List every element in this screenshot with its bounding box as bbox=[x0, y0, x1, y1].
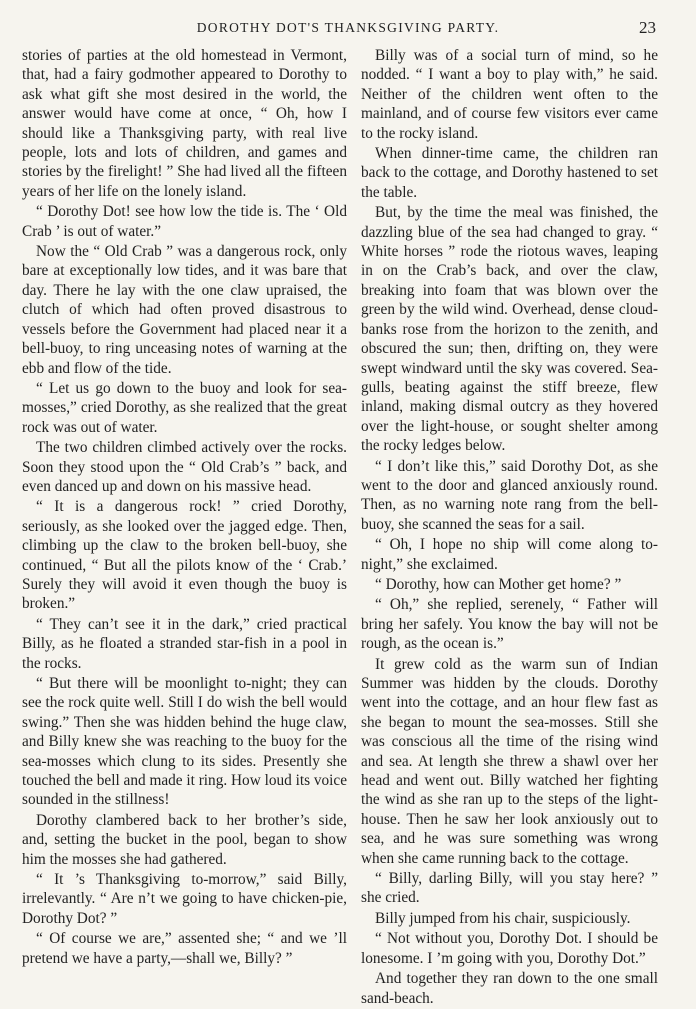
page-number: 23 bbox=[639, 18, 656, 37]
paragraph: “ Let us go down to the buoy and look for sea-mosses,” cried Dorothy, as she realized that the great rock was out of water. bbox=[22, 379, 347, 436]
paragraph: “ Dorothy, how can Mother get home? ” bbox=[375, 575, 622, 593]
paragraph: It grew cold as the warm sun of Indian Summer was hidden by the clouds. Dorothy went into the cottage, and an hour flew fast as she began to mount the sea-mosses. Still she was conscious all the time of the rising wind and sea. At length she threw a shawl over her head and went out. Billy watched her fighting the wind as she ran up to the steps of the light-house. Then he saw her look anxiously out to sea, and he was sure something was wrong when she came running back to the cottage. bbox=[361, 655, 658, 867]
paragraph: “ It is a dangerous rock! ” cried Dorothy, seriously, as she looked over the jagged edge. Then, climbing up the claw to the broken bell-buoy, she continued, “ But all the pilots know of the ‘ Crab.’ Surely they will avoid it even though the buoy is broken.” bbox=[22, 498, 347, 613]
paragraph: “ Billy, darling Billy, will you stay here? ” she cried. bbox=[361, 870, 658, 907]
paragraph: “ But there will be moonlight to-night; they can see the rock quite well. Still I do wish the bell would swing.” Then she was hidden behind the huge claw, and Billy knew she was reaching to the buoy for the sea-mosses which clung to its sides. Presently she touched the bell and made it ring. How loud its voice sounded in the stillness! bbox=[22, 675, 347, 809]
paragraph: When dinner-time came, the children ran back to the cottage, and Dorothy hastened to set the table. bbox=[361, 145, 658, 201]
paragraph: And together they ran down to the one small sand-beach. bbox=[361, 970, 658, 1007]
paragraph: Dorothy clambered back to her brother’s side, and, setting the bucket in the pool, began to show him the mosses she had gathered. bbox=[22, 811, 347, 868]
paragraph: “ Not without you, Dorothy Dot. I should be lonesome. I ’m going with you, Dorothy Dot.” bbox=[361, 930, 658, 967]
running-title: DOROTHY DOT'S THANKSGIVING PARTY. bbox=[196, 20, 500, 35]
paragraph: “ Oh,” she replied, serenely, “ Father will bring her safely. You know the bay will not be rough, as the ocean is.” bbox=[361, 596, 658, 653]
left-column bbox=[22, 46, 347, 969]
right-column bbox=[361, 46, 658, 1009]
paragraph: “ I don’t like this,” said Dorothy Dot, as she went to the door and glanced anxiously round. Then, as no warning note rang from the bell-buoy, she scanned the seas for a sail. bbox=[361, 457, 658, 533]
paragraph: Billy jumped from his chair, suspiciously. bbox=[375, 909, 631, 927]
paragraph: “ Oh, I hope no ship will come along to-night,” she exclaimed. bbox=[361, 536, 658, 573]
paragraph: “ Dorothy Dot! see how low the tide is. The ‘ Old Crab ’ is out of water.” bbox=[22, 203, 347, 240]
paragraph: “ It ’s Thanksgiving to-morrow,” said Billy, irrelevantly. “ Are n’t we going to have chicken-pie, Dorothy Dot? ” bbox=[22, 871, 347, 927]
paragraph: “ Of course we are,” assented she; “ and we ’ll pretend we have a party,—shall we, Billy? ” bbox=[22, 930, 347, 967]
running-head bbox=[0, 18, 696, 40]
paragraph: Now the “ Old Crab ” was a dangerous rock, only bare at exceptionally low tides, and it was bare that day. There he lay with the one claw upraised, the clutch of which had often proved disastrous to vessels before the Government had placed near it a bell-buoy, to ring unceasing notes of warning at the ebb and flow of the tide. bbox=[22, 243, 347, 377]
paragraph: “ They can’t see it in the dark,” cried practical Billy, as he floated a stranded star-fish in a pool in the rocks. bbox=[22, 615, 347, 672]
paragraph: But, by the time the meal was finished, the dazzling blue of the sea had changed to gray. “ White horses ” rode the riotous waves, leaping in on the Crab’s back, and over the claw, breaking into foam that was blown over the green by the wild wind. Overhead, dense cloud-banks rose from the horizon to the zenith, and obscured the sun; then, drifting on, they were swept windward until the sky was covered. Sea-gulls, beating against the stiff breeze, flew inland, making dismal outcry as they hovered over the light-house, or sought shelter among the rocky ledges below. bbox=[361, 204, 658, 455]
paragraph: The two children climbed actively over the rocks. Soon they stood upon the “ Old Crab’s ” back, and even danced up and down on his massive head. bbox=[22, 439, 347, 495]
paragraph: stories of parties at the old homestead in Vermont, that, had a fairy godmother appeared to Dorothy to ask what gift she most desired in the world, the answer would have come at once, “ Oh, how I should like a Thanksgiving party, with real live people, lots and lots of children, and games and stories by the firelight! ” She had lived all the fifteen years of her life on the lonely island. bbox=[22, 47, 347, 200]
paragraph: Billy was of a social turn of mind, so he nodded. “ I want a boy to play with,” he said. Neither of the children went often to the mainland, and of course few visitors ever came to the rocky island. bbox=[361, 47, 658, 142]
